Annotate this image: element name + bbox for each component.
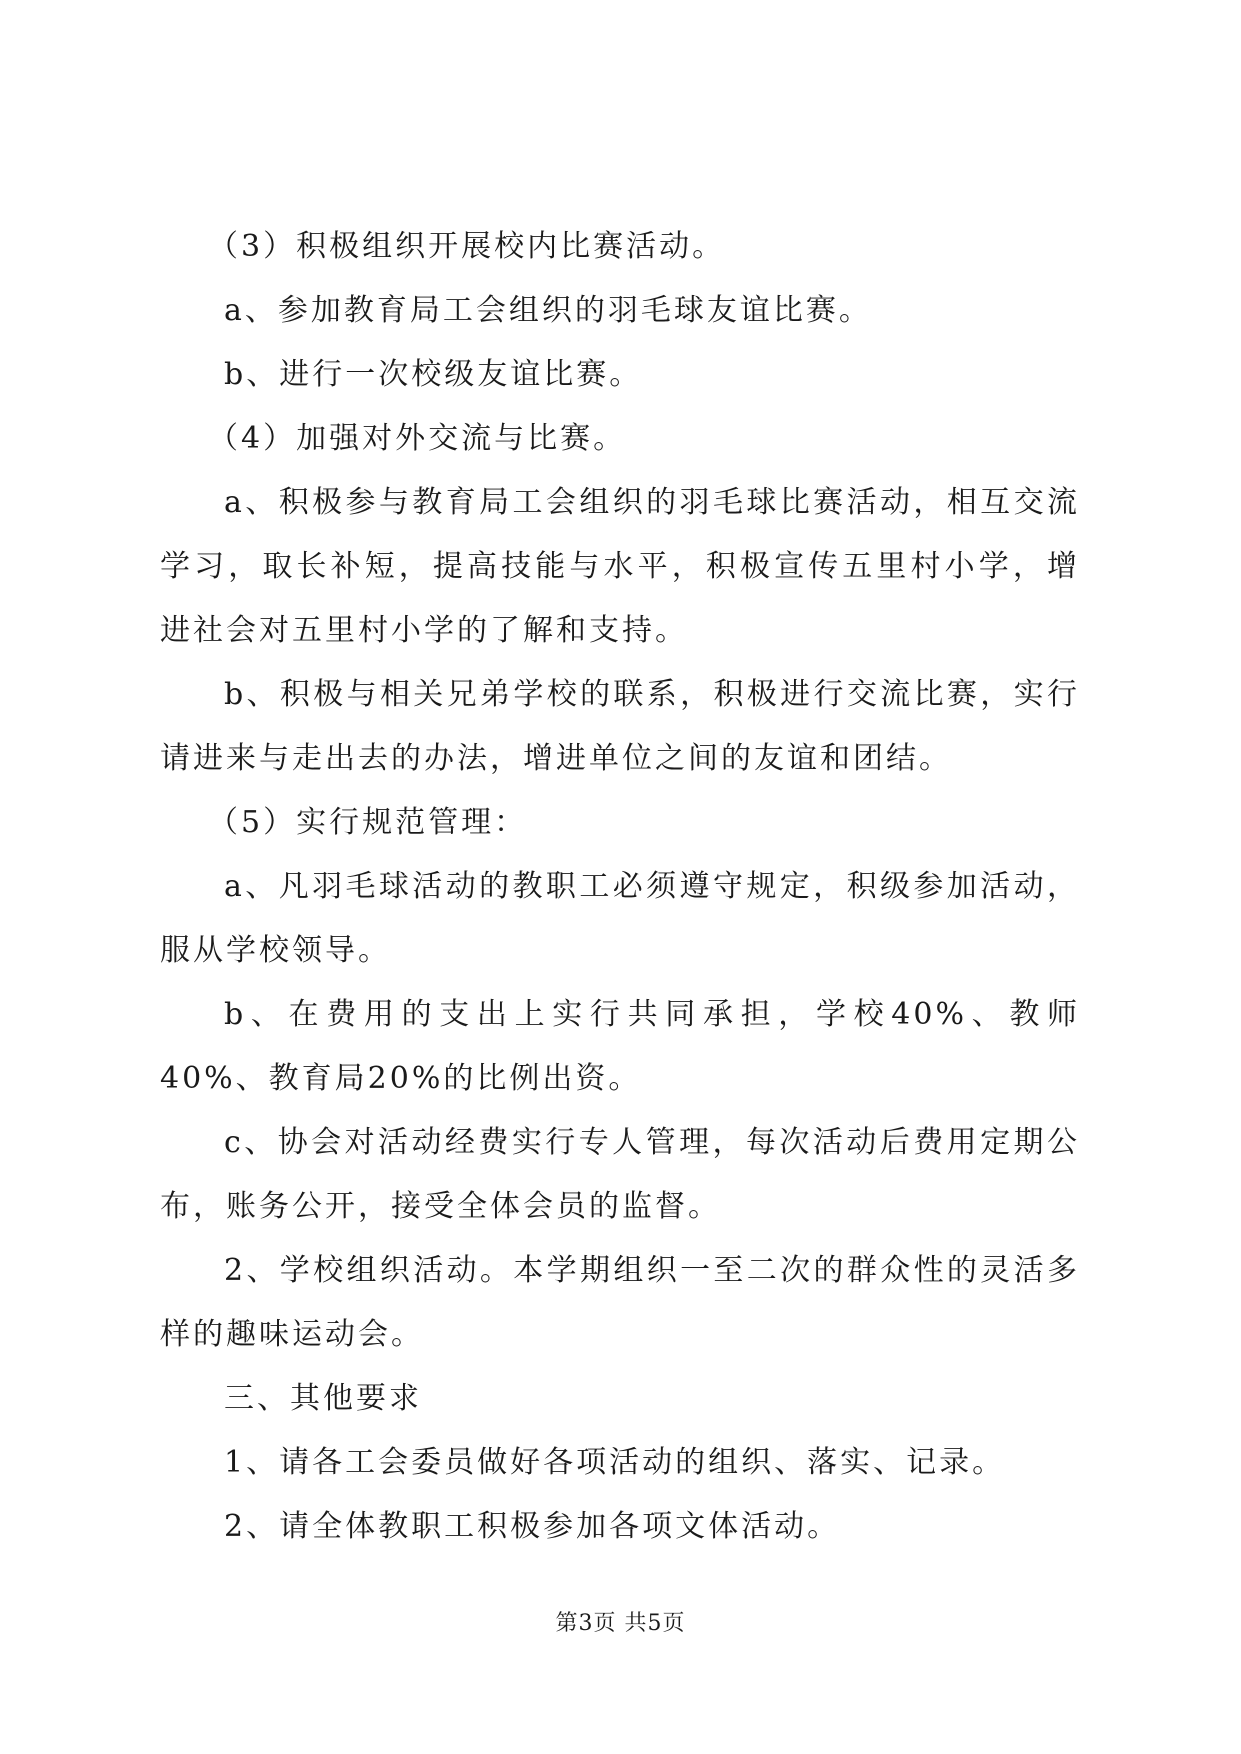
paragraph: b、进行一次校级友谊比赛。 [224, 357, 643, 392]
paragraph: （4）加强对外交流与比赛。 [208, 421, 627, 456]
paragraph: b、积极与相关兄弟学校的联系，积极进行交流比赛，实行请进来与走出去的办法，增进单位之间的友谊和团结。 [160, 677, 1080, 776]
paragraph: b、在费用的支出上实行共同承担，学校40%、教师40%、教育局20%的比例出资。 [160, 997, 1080, 1096]
page-number-footer: 第3页 共5页 [555, 1611, 686, 1636]
paragraph: （3）积极组织开展校内比赛活动。 [208, 229, 726, 264]
paragraph: a、参加教育局工会组织的羽毛球友谊比赛。 [224, 293, 872, 328]
paragraph: a、积极参与教育局工会组织的羽毛球比赛活动，相互交流学习，取长补短，提高技能与水平，积极宣传五里村小学，增进社会对五里村小学的了解和支持。 [160, 485, 1080, 648]
document-body [160, 215, 1080, 1559]
paragraph: c、协会对活动经费实行专人管理，每次活动后费用定期公布，账务公开，接受全体会员的监督。 [160, 1125, 1080, 1224]
paragraph: 1、请各工会委员做好各项活动的组织、落实、记录。 [224, 1445, 1006, 1480]
paragraph: a、凡羽毛球活动的教职工必须遵守规定，积级参加活动，服从学校领导。 [160, 869, 1080, 968]
paragraph: 2、学校组织活动。本学期组织一至二次的群众性的灵活多样的趣味运动会。 [160, 1253, 1080, 1352]
paragraph: 2、请全体教职工积极参加各项文体活动。 [224, 1509, 841, 1544]
paragraph: （5）实行规范管理： [208, 805, 528, 840]
section-heading: 三、其他要求 [224, 1381, 422, 1416]
